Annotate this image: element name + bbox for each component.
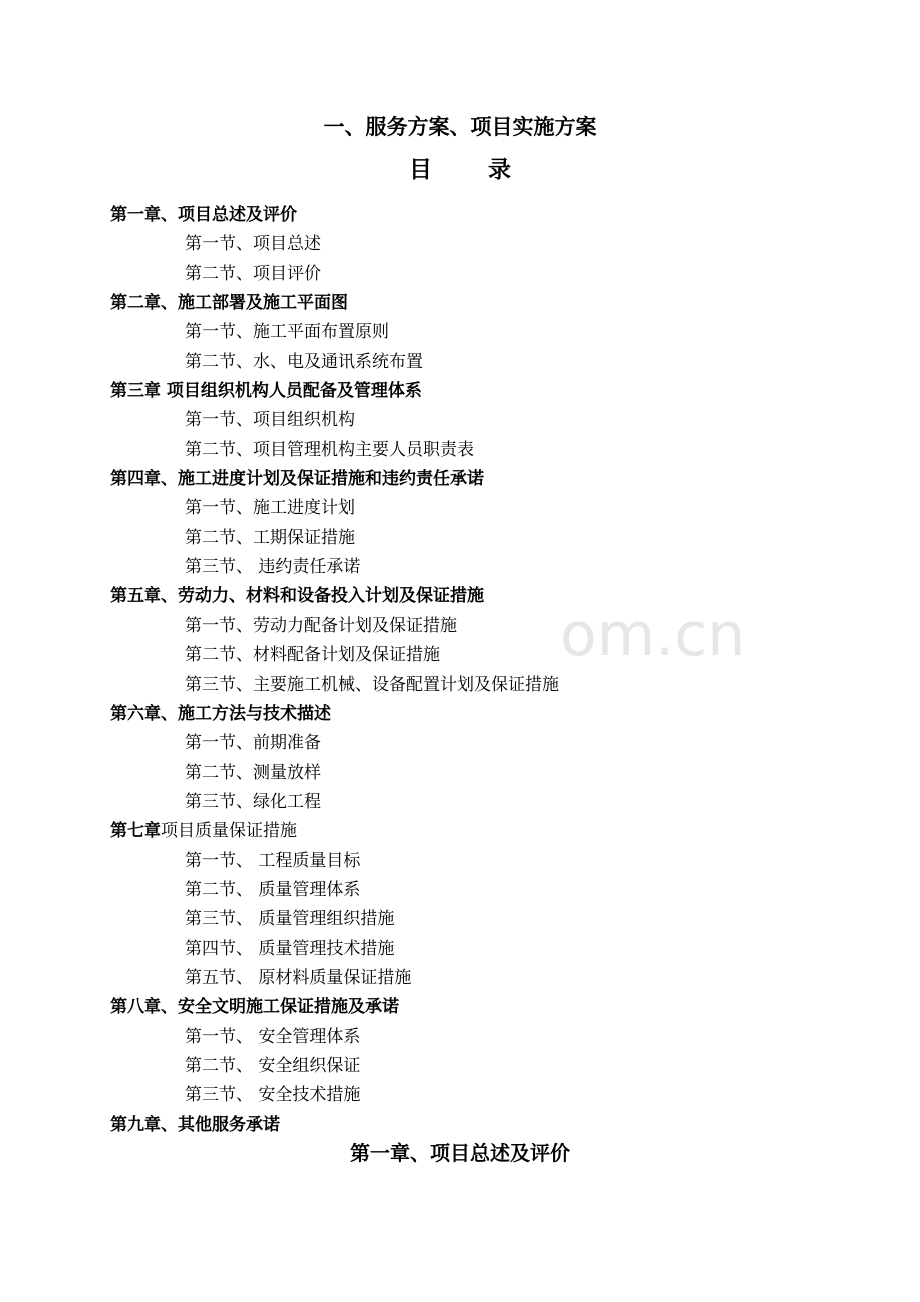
watermark: om.cn — [560, 600, 746, 670]
toc-section — [110, 935, 830, 964]
toc-section-label: 第三节、 安全技术措施 — [185, 1085, 361, 1106]
toc-section-label: 第一节、项目总述 — [185, 234, 321, 255]
toc-chapter-label: 第二章、施工部署及施工平面图 — [110, 293, 348, 314]
toc-section — [110, 1052, 830, 1081]
toc-section-label: 第一节、项目组织机构 — [185, 410, 355, 431]
toc-chapter-label: 第三章 项目组织机构人员配备及管理体系 — [110, 381, 422, 402]
toc-section-label: 第一节、 工程质量目标 — [185, 850, 361, 871]
toc-section — [110, 260, 830, 289]
table-of-contents — [110, 201, 830, 1140]
toc-section — [110, 905, 830, 934]
toc-section-label: 第二节、项目评价 — [185, 263, 321, 284]
toc-section-label: 第二节、 质量管理体系 — [185, 879, 361, 900]
toc-heading: 目 录 — [408, 157, 535, 183]
toc-section — [110, 847, 830, 876]
toc-chapter — [110, 465, 830, 494]
chapter-title: 第一章、项目总述及评价 — [350, 1141, 570, 1165]
toc-chapter-label: 第八章、安全文明施工保证措施及承诺 — [110, 997, 399, 1018]
document-title: 一、服务方案、项目实施方案 — [323, 115, 597, 139]
toc-section-label: 第二节、材料配备计划及保证措施 — [185, 645, 440, 666]
toc-section-label: 第三节、 质量管理组织措施 — [185, 909, 395, 930]
toc-section-label: 第二节、水、电及通讯系统布置 — [185, 351, 423, 372]
toc-chapter-label: 第六章、施工方法与技术描述 — [110, 703, 331, 724]
toc-chapter — [110, 289, 830, 318]
toc-section — [110, 348, 830, 377]
toc-section-label: 第一节、 安全管理体系 — [185, 1026, 361, 1047]
toc-section-label: 第三节、主要施工机械、设备配置计划及保证措施 — [185, 674, 559, 695]
toc-section — [110, 759, 830, 788]
toc-section — [110, 671, 830, 700]
toc-chapter — [110, 582, 830, 611]
toc-section — [110, 230, 830, 259]
toc-section-label: 第三节、 违约责任承诺 — [185, 557, 361, 578]
toc-section-label: 第一节、前期准备 — [185, 733, 321, 754]
toc-section-label: 第四节、 质量管理技术措施 — [185, 938, 395, 959]
toc-section-label: 第五节、 原材料质量保证措施 — [185, 967, 412, 988]
toc-chapter — [110, 377, 830, 406]
toc-chapter — [110, 817, 830, 846]
toc-chapter — [110, 201, 830, 230]
toc-section-label: 第一节、劳动力配备计划及保证措施 — [185, 615, 457, 636]
toc-section-label: 第三节、绿化工程 — [185, 791, 321, 812]
toc-section-label: 第一节、施工进度计划 — [185, 498, 355, 519]
toc-section-label: 第二节、测量放样 — [185, 762, 321, 783]
toc-chapter-label: 第五章、劳动力、材料和设备投入计划及保证措施 — [110, 586, 484, 607]
toc-chapter-label: 第七章 — [110, 821, 161, 842]
toc-section — [110, 641, 830, 670]
toc-chapter-label: 第九章、其他服务承诺 — [110, 1114, 280, 1135]
toc-section-label: 第一节、施工平面布置原则 — [185, 322, 389, 343]
toc-chapter — [110, 993, 830, 1022]
toc-section — [110, 553, 830, 582]
toc-chapter — [110, 1111, 830, 1140]
toc-section — [110, 788, 830, 817]
toc-section — [110, 436, 830, 465]
toc-section-label: 第二节、 安全组织保证 — [185, 1055, 361, 1076]
toc-section — [110, 612, 830, 641]
toc-section — [110, 406, 830, 435]
toc-section-label: 第二节、工期保证措施 — [185, 527, 355, 548]
toc-section — [110, 318, 830, 347]
toc-section — [110, 964, 830, 993]
toc-section — [110, 729, 830, 758]
toc-section — [110, 1081, 830, 1110]
toc-chapter-label: 第四章、施工进度计划及保证措施和违约责任承诺 — [110, 469, 484, 490]
toc-chapter-subtitle: 项目质量保证措施 — [161, 821, 297, 842]
toc-chapter-label: 第一章、项目总述及评价 — [110, 205, 297, 225]
toc-section — [110, 524, 830, 553]
toc-section — [110, 494, 830, 523]
toc-section — [110, 876, 830, 905]
toc-section-label: 第二节、项目管理机构主要人员职责表 — [185, 439, 474, 460]
toc-chapter — [110, 700, 830, 729]
toc-section — [110, 1023, 830, 1052]
